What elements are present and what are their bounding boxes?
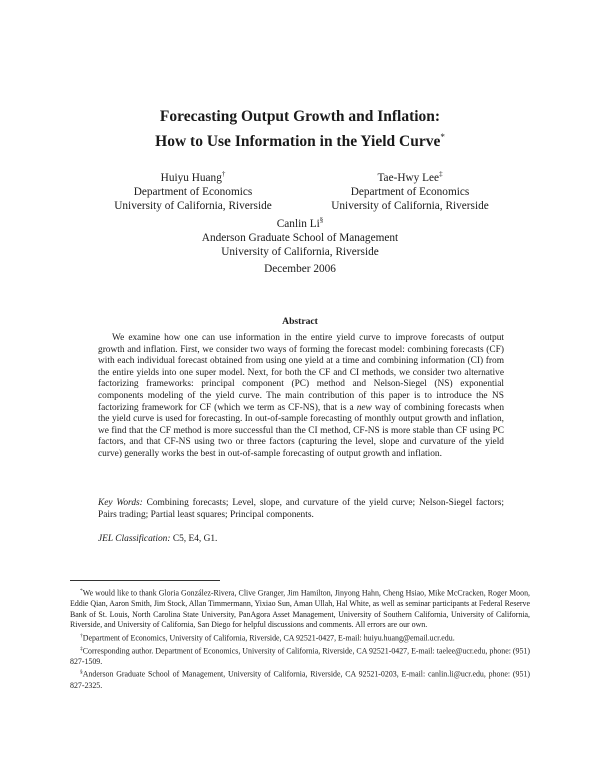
jel-label: JEL Classification:: [98, 534, 171, 544]
author-name-text: Canlin Li: [276, 217, 320, 230]
title-line-2-text: How to Use Information in the Yield Curve: [155, 133, 441, 151]
author-department: Department of Economics: [350, 185, 470, 198]
footnote-text: Anderson Graduate School of Management, University of California, Riverside, CA 92521-0203, E-mail: canlin.li@ucr.edu, phone: (951) 827-2325.: [70, 670, 530, 690]
footnote-text: We would like to thank Gloria González-Rivera, Clive Granger, Jim Hamilton, Jinyong Hahn, Cheng Hsiao, Mike McCracken, Roger Moon, Eddie Qian, Aaron Smith, Jim Stock, Allan Timmermann, Yixiao Sun, Aman Ullah, Hal White, as well as seminar participants at Federal Reserve Bank of St. Louis, North Carolina State University, PanAgora Asset Management, University of Southern California, University of California, Riverside, and University of California, San Diego for helpful discussions and comments. All errors are our own.: [70, 588, 530, 630]
title-line-2: [60, 127, 540, 152]
footnotes: [70, 586, 530, 691]
footnote-text: Corresponding author. Department of Economics, University of California, Riverside, CA 92521-0427, E-mail: taelee@ucr.edu, phone: (951) 827-1509.: [70, 646, 530, 666]
author-name-text: Tae-Hwy Lee: [377, 171, 440, 184]
paper-title: [60, 106, 540, 152]
author-affiliation: University of California, Riverside: [331, 200, 489, 213]
footnote-huang: [70, 631, 530, 644]
author-footnote-mark: ‡: [439, 170, 443, 178]
footnote-li: [70, 667, 530, 691]
abstract-text-2: way of combining forecasts when the yield curve is used for forecasting. In out-of-sample forecasting of monthly output growth and inflation, we find that the CF method is more successful than the CI method, CF-NS is more stable than CF using PC factors, and that CF-NS using two or three factors (capturing the level, slope and curvature of the yield curve) generally works the best in out-of-sample forecasting of output growth and inflation.: [98, 402, 505, 459]
jel-classification: [98, 534, 504, 546]
footnote-mark: ‡: [80, 645, 83, 652]
jel-text: C5, E4, G1.: [172, 534, 218, 544]
abstract-emphasis: new: [356, 402, 372, 413]
abstract-text-1: We examine how one can use information in the entire yield curve to improve forecasts of output growth and inflation. First, we consider two ways of forming the forecast model: combining forecasts (CF) with each individual forecast obtained from using one yield at a time and combining information (CI) from the entire yields into one super model. Next, for both the CF and CI methods, we consider two alternative factorizing frameworks: principal component (PC) method and Nelson-Siegel (NS) exponential components modeling of the yield curve. The main contribution of this paper is to introduce the NS factorizing framework for CF (which we term as CF-NS), that is a: [98, 333, 504, 413]
footnote-mark: †: [80, 632, 83, 639]
author-block-huang: [98, 167, 288, 213]
title-line-1: Forecasting Output Growth and Inflation:: [159, 108, 441, 125]
keywords-text: Combining forecasts; Level, slope, and curvature of the yield curve; Nelson-Siegel factors; Pairs trading; Partial least squares; Principal components.: [98, 498, 504, 520]
author-name-text: Huiyu Huang: [160, 171, 222, 184]
author-footnote-mark: †: [221, 170, 226, 178]
keywords-label: Key Words:: [98, 498, 143, 508]
author-footnote-mark: §: [319, 216, 324, 224]
author-affiliation: University of California, Riverside: [221, 246, 379, 259]
footnote-text: Department of Economics, University of California, Riverside, CA 92521-0427, E-mail: huiyu.huang@email.ucr.edu.: [82, 633, 455, 643]
keywords: [98, 498, 504, 521]
footnote-mark: *: [80, 588, 83, 594]
footnote-lee: [70, 644, 530, 668]
author-block-li: [150, 213, 450, 259]
footnote-divider: [70, 580, 220, 581]
author-block-lee: [315, 167, 505, 213]
author-department: Department of Economics: [133, 185, 253, 198]
abstract-body: [98, 333, 504, 461]
author-department: Anderson Graduate School of Management: [201, 231, 399, 244]
author-affiliation: University of California, Riverside: [114, 200, 272, 213]
abstract-heading: Abstract: [282, 316, 318, 327]
title-footnote-mark: *: [440, 132, 445, 142]
paper-date: December 2006: [264, 263, 336, 275]
author-name: [315, 167, 505, 185]
footnote-acknowledgements: [70, 586, 530, 631]
footnote-mark: §: [80, 669, 83, 676]
author-name: [150, 213, 450, 231]
author-name: [98, 167, 288, 185]
